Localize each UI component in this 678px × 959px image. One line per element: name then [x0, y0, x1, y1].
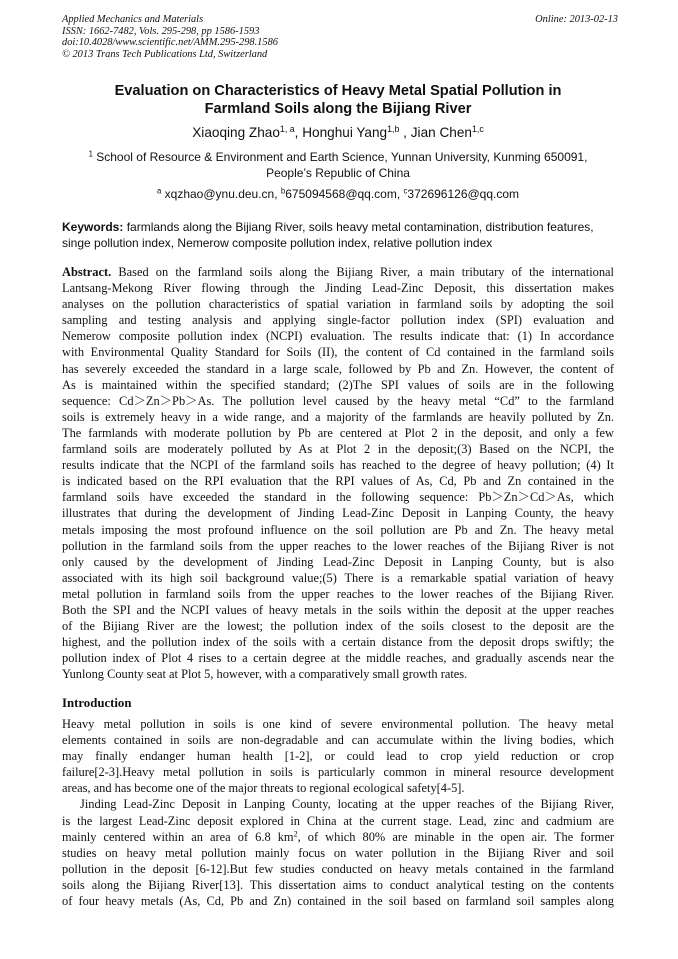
affil-mark: 1	[88, 149, 93, 159]
keywords-label: Keywords:	[62, 220, 124, 234]
abstract-line: pollution index of Plot 4 rises to a certain degree at the middle reaches, and gradually ascends near the	[62, 651, 614, 666]
abstract-line: metals imposing the most profound influence on the soil pollution are Pb and Zn. The heavy metal	[62, 522, 614, 537]
author-affil-mark: 1,c	[471, 124, 484, 135]
email-list	[62, 187, 614, 202]
intro-line: Jinding Lead-Zinc Deposit in Lanping County, locating at the upper reaches of the Bijiang River,	[80, 797, 614, 812]
affil-line: People’s Republic of China	[266, 165, 410, 180]
abstract-block	[62, 264, 614, 682]
author-list	[62, 124, 614, 142]
abstract-line: highest, and the pollution index of the soils with a certain distance from the deposit drops swiftly; the	[62, 635, 614, 650]
journal-name: Applied Mechanics and Materials	[62, 14, 204, 25]
paper-title	[62, 82, 614, 118]
abstract-line: sampling and testing analysis and applying single-factor pollution index (SPI) evaluation and	[62, 313, 614, 328]
author-separator: ,	[294, 125, 303, 140]
email-address[interactable]: 675094568@qq.com,	[285, 187, 404, 201]
abstract-line: As is maintained within the specified standard; (2)The SPI values of soils are in the following	[62, 377, 614, 392]
intro-text: , of which 80% are minable in the open air. The former	[297, 829, 615, 844]
keywords-block	[62, 220, 614, 251]
abstract-line: associated with its high soil background value;(5) There is a remarkable spatial variation of heavy	[62, 570, 614, 585]
abstract-line: results indicate that the NCPI of the farmland soils has reached to the degree of heavy pollution; (4) It	[62, 458, 614, 473]
copyright-line: © 2013 Trans Tech Publications Ltd, Switzerland	[62, 48, 268, 60]
abstract-line: is indicated based on the RPI evaluation that the RPI values of As, Cd, Pb and Zn contained in the	[62, 474, 614, 489]
intro-line: may finally endanger human health [1-2], or could lead to crop yield reduction or crop	[62, 749, 614, 764]
email-address[interactable]: 372696126@qq.com	[407, 187, 520, 201]
abstract-line: pollution in the farmland soils from the upper reaches to the lower reaches of the Bijiang River is not	[62, 538, 614, 553]
abstract-line	[62, 264, 614, 280]
author-name: Jian Chen	[410, 125, 472, 140]
author-name: Xiaoqing Zhao	[192, 125, 280, 140]
abstract-line: soils is extremely heavy in a wide range, and a majority of the farmlands are heavily polluted by Zn.	[62, 409, 614, 424]
title-line: Farmland Soils along the Bijiang River	[204, 101, 472, 117]
abstract-line: The farmlands with moderate pollution by Pb are centered at Plot 2 in the deposit, and only a few	[62, 425, 614, 440]
affil-line: School of Resource & Environment and Earth Science, Yunnan University, Kunming 650091,	[92, 150, 588, 164]
intro-line: areas, and has become one of the major threats to regional ecological safety[4-5].	[62, 781, 465, 796]
keywords-text: farmlands along the Bijiang River, soils heavy metal contamination, distribution features,	[123, 220, 594, 234]
title-line: Evaluation on Characteristics of Heavy Metal Spatial Pollution in	[114, 83, 562, 99]
issn-line: ISSN: 1662-7482, Vols. 295-298, pp 1586-1593	[62, 25, 260, 37]
section-heading: Introduction	[62, 696, 132, 710]
abstract-line: only caused by the development of Jinding Lead-Zinc Deposit in Lanping County, but is also	[62, 554, 614, 569]
intro-line: Heavy metal pollution in soils is one kind of severe environmental pollution. The heavy metal	[62, 717, 614, 731]
intro-line	[62, 829, 614, 845]
abstract-line: Nemerow composite pollution index (NCPI) evaluation. The results indicate that: (1) In accordance	[62, 329, 614, 344]
keywords-text: singe pollution index, Nemerow composite pollution index, relative pollution index	[62, 235, 493, 250]
author-affil-mark: 1,b	[387, 124, 400, 135]
author-separator: ,	[399, 125, 411, 140]
email-mark: b	[280, 186, 286, 196]
intro-line: pollution in the deposit [6-12].But few studies conducted on heavy metals contained in the farmland	[62, 861, 614, 876]
intro-line: soils along the Bijiang River[13]. This dissertation aims to conduct analytical testing on the contents	[62, 877, 614, 892]
intro-line: failure[2-3].Heavy metal pollution in soils is particularly common in mineral resource development	[62, 765, 614, 780]
intro-line: is the largest Lead-Zinc deposit explored in China at the current stage. Lead, zinc and cadmium are	[62, 813, 614, 828]
abstract-line: Lantsang-Mekong River flowing through the Jinding Lead-Zinc Deposit, this dissertation makes	[62, 281, 614, 296]
abstract-line: metal pollution in farmland soils from the upper reaches to the lower reaches of the Bijiang River.	[62, 586, 614, 601]
introduction-body	[62, 716, 614, 909]
online-date: Online: 2013-02-13	[535, 14, 618, 25]
abstract-line: has severely exceeded the standard in a large scale, followed by Pb and Zn. However, the content of	[62, 361, 614, 376]
abstract-line: with Environmental Quality Standard for Soils (II), the content of Cd contained in the farmland soils	[62, 345, 614, 360]
intro-line: studies on heavy metal pollution mainly focus on water pollution in the Bijiang River and soil	[62, 845, 614, 860]
abstract-line: of the Bijiang River are the lowest; the pollution index of the soils closest to the deposit are the	[62, 619, 614, 634]
abstract-line: farmland soils are moderately polluted by As at Plot 2 in the deposit;(3) Based on the NCPI, the	[62, 442, 614, 457]
author-affil-mark: 1, a	[279, 124, 295, 135]
abstract-line: Yunlong County seat at Plot 5, however, with a comparatively small growth rates.	[62, 667, 468, 682]
author-name: Honghui Yang	[302, 125, 388, 140]
affiliation	[62, 150, 614, 181]
abstract-line: illustrates that during the development of Jinding Lead-Zinc Deposit in Lanping County, the heavy	[62, 506, 614, 521]
journal-header	[62, 14, 618, 60]
intro-line: of four heavy metals (As, Cd, Pb and Zn) contained in the soil based on farmland soil samples along	[62, 894, 614, 909]
email-mark: c	[403, 186, 408, 196]
abstract-line: Both the SPI and the NCPI values of heavy metals in the soils within the deposit at the upper reaches	[62, 602, 614, 617]
abstract-line: analyses on the pollution characteristics of spatial variation in farmland soils by adopting the soil	[62, 297, 614, 312]
abstract-text: Based on the farmland soils along the Bijiang River, a main tributary of the international	[111, 265, 614, 279]
email-address[interactable]: xqzhao@ynu.deu.cn,	[161, 187, 281, 201]
intro-line: elements contained in soils are non-degradable and can accumulate within the living bodies, which	[62, 733, 614, 748]
doi-line[interactable]: doi:10.4028/www.scientific.net/AMM.295-298.1586	[62, 37, 278, 49]
abstract-label: Abstract.	[62, 265, 112, 279]
email-mark: a	[156, 186, 162, 196]
abstract-line: farmland soils have exceeded the standard in the following sequence: Pb＞Zn＞Cd＞As, which	[62, 490, 614, 505]
abstract-line: sequence: Cd＞Zn＞Pb＞As. The pollution level caused by the heavy metal “Cd” to the farmland	[62, 393, 614, 408]
superscript: 2	[293, 829, 298, 839]
intro-text: mainly centered within an area of 6.8 km	[62, 829, 294, 844]
